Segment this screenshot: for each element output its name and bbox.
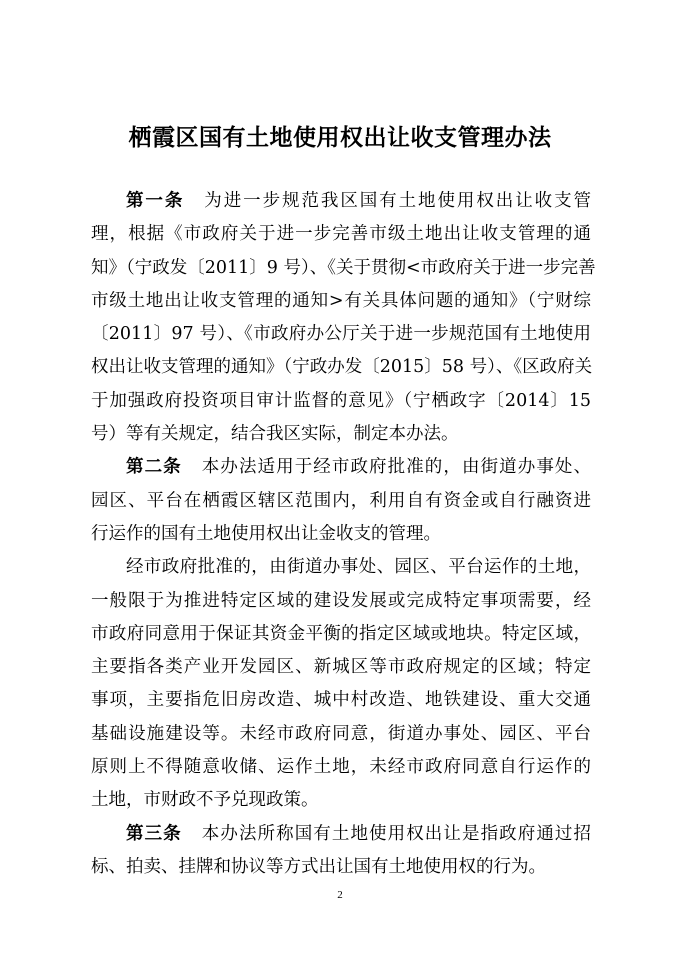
document-body [91,185,596,884]
paragraph-line: 基础设施建设等。未经市政府同意，街道办事处、园区、平台 [91,723,591,744]
paragraph-line: 第三条 本办法所称国有土地使用权出让是指政府通过招 [126,823,592,844]
paragraph-line: 理，根据《市政府关于进一步完善市级土地出让收支管理的通 [91,224,591,245]
article-heading: 第二条 [126,457,182,478]
paragraph-line: 标、拍卖、挂牌和协议等方式出让国有土地使用权的行为。 [91,856,546,877]
document-title: 栖霞区国有土地使用权出让收支管理办法 [128,124,552,151]
paragraph-line: 知》（宁政发〔2011〕9 号）、《关于贯彻<市政府关于进一步完善 [91,257,596,278]
article-heading: 第三条 [126,823,182,844]
paragraph-line: 第一条 为进一步规范我区国有土地使用权出让收支管 [126,191,591,211]
paragraph-line: 经市政府批准的，由街道办事处、园区、平台运作的土地， [126,557,591,578]
article-3-paragraph [91,818,591,885]
paragraph-line: 第二条 本办法适用于经市政府批准的，由街道办事处、 [126,457,592,478]
paragraph-line: 市政府同意用于保证其资金平衡的指定区域或地块。特定区域， [91,623,591,644]
article-1-paragraph [91,185,596,451]
paragraph-line: 一般限于为推进特定区域的建设发展或完成特定事项需要，经 [91,590,591,611]
paragraph-line: 权出让收支管理的通知》（宁政办发〔2015〕58 号）、《区政府关 [91,357,593,378]
page-number: 2 [337,889,343,901]
paragraph-line: 于加强政府投资项目审计监督的意见》（宁栖政字〔2014〕15 [91,390,591,411]
paragraph-line: 号）等有关规定，结合我区实际，制定本办法。 [91,424,459,445]
paragraph-line: 市级土地出让收支管理的通知>有关具体问题的通知》（宁财综 [91,290,591,311]
paragraph-line: 行运作的国有土地使用权出让金收支的管理。 [91,523,441,544]
article-2-detail-paragraph [91,551,591,817]
paragraph-line: 主要指各类产业开发园区、新城区等市政府规定的区域；特定 [91,657,591,678]
paragraph-line: 事项，主要指危旧房改造、城中村改造、地铁建设、重大交通 [91,690,591,711]
article-2-paragraph [91,451,591,551]
article-heading: 第一条 [126,191,185,211]
paragraph-line: 〔2011〕97 号）、《市政府办公厅关于进一步规范国有土地使用 [91,324,591,345]
paragraph-line: 原则上不得随意收储、运作土地，未经市政府同意自行运作的 [91,757,591,778]
paragraph-line: 土地，市财政不予兑现政策。 [91,790,319,811]
paragraph-line: 园区、平台在栖霞区辖区范围内，利用自有资金或自行融资进 [91,490,591,511]
